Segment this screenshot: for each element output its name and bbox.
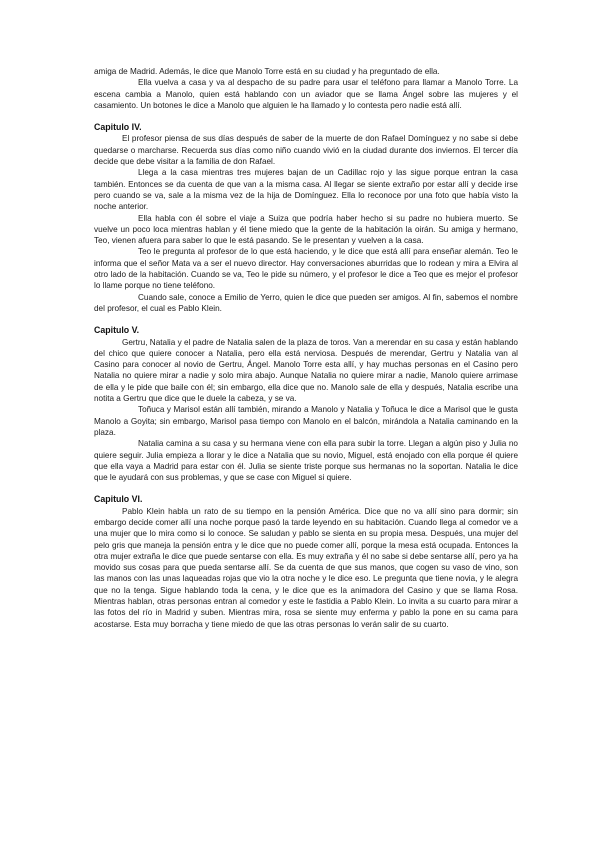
chapter-4-paragraph-4: Teo le pregunta al profesor de lo que está haciendo, y le dice que está allí para enseñar alemán. Teo le informa que el señor Mata va a ser el nuevo director. Hay conversaciones aburridas que lo rodean y mira a Elvira al otro lado de la habitación. Cuando se va, Teo le pide su número, y el profesor le dice a Teo que es mejor el profesor lo llame porque no tiene teléfono. (94, 247, 518, 291)
chapter-5-paragraph-1: Gertru, Natalia y el padre de Natalia salen de la plaza de toros. Van a merendar en su casa y están hablando del chico que quiere conocer a Natalia, pero ella está nerviosa. Después de merendar, Gertru y Natalia van al Casino para conocer al novio de Gertru, Ángel. Manolo Torre esta allí, y hay muchas personas en el Casino pero Natalia no quiere mirar a nadie y solo mira abajo. Aunque Natalia no quiere mirar a nadie, Manolo quiere arrimase de ella y le pide que baile con él; sin embargo, ella dice que no. Manolo sale de ella y después, Natalia escribe una notita a Gertru que dice que le duele la cabeza, y se va. (94, 337, 518, 404)
chapter-heading-6: Capitulo VI. (94, 494, 143, 505)
chapter-heading-4: Capitulo IV. (94, 122, 142, 133)
chapter-4-paragraph-1: El profesor piensa de sus días después de saber de la muerte de don Rafael Domínguez y no sabe si debe quedarse o marcharse. Recuerda sus días como niño cuando vivió en la ciudad durante dos inviernos. El tercer día decide que debe visitar a la familia de don Rafael. (94, 134, 518, 167)
chapter-5-paragraph-2: Toñuca y Marisol están allí también, mirando a Manolo y Natalia y Toñuca le dice a Marisol que le gusta Manolo a Goyita; sin embargo, Marisol pasa tiempo con Manolo en el balcón, mirándola a Natalia caminando en la plaza. (94, 405, 518, 437)
chapter-4-paragraph-2: Llega a la casa mientras tres mujeres bajan de un Cadillac rojo y las sigue porque entran la casa también. Entonces se da cuenta de que van a la misma casa. Al llegar se siente extraño por estar allí y decide irse pero cuando se va, sale a la misma vez de la hija de Domínguez. Ella lo reconoce por una foto que había visto la noche anterior. (94, 168, 518, 212)
chapter-4-paragraph-3: Ella habla con él sobre el viaje a Suiza que podría haber hecho si su padre no hubiera muerto. Se vuelve un poco loca mientras hablan y él tiene miedo que la gente de la habitación la oirán. Su amiga y hermano, Teo, vienen afuera para saber lo que le está pasando. Se le presentan y vuelven a la casa. (94, 213, 518, 246)
chapter-4-paragraph-5: Cuando sale, conoce a Emilio de Yerro, quien le dice que pueden ser amigos. Al fin, sabemos el nombre del profesor, el cual es Pablo Klein. (94, 292, 518, 313)
chapter-6-paragraph-1: Pablo Klein habla un rato de su tiempo en la pensión América. Dice que no va allí sino para dormir; sin embargo decide comer allí una noche porque pasó la tarde leyendo en su habitación. Cuando llega al comedor ve a una mujer que lo mira como si lo conoce. Se saludan y pablo se sienta en su propia mesa. Después, una mujer del pelo gris que maneja la pensión entra y le dice que no puede comer allí, porque la mesa está ocupada. Entonces la otra mujer extraña le dice que puede sentarse con ella. Es muy extraña y él no sabe si debe sentarse allí, pero ya ha movido sus cosas para que pueda sentarse allí. Se da cuenta de que sus manos, que cogen su vaso de vino, son las manos con las unas laqueadas rojas que vio la otra noche y le dice eso. Le pregunta que tiene novia, y le alegra que no la tenga. Sigue hablando toda la cena, y le dice que es la animadora del Casino y que se llama Rosa. Mientras hablan, otras personas entran al comedor y este le fastidia a Pablo Klein. Lo invita a su cuarto para mirar a las fotos del río in Madrid y suben. Mientras mira, rosa se siente muy enferma y pablo la pone en su cama para acostarse. Esta muy borracha y tiene miedo de que las otras personas lo verán salir de su cuarto. (94, 506, 518, 629)
intro-paragraph-1: amiga de Madrid. Además, le dice que Manolo Torre está en su ciudad y ha preguntado de ella. (94, 67, 440, 76)
document-page (94, 66, 518, 630)
chapter-heading-5: Capitulo V. (94, 325, 140, 336)
chapter-5-paragraph-3: Natalia camina a su casa y su hermana viene con ella para subir la torre. Llegan a algún piso y Julia no quiere seguir. Julia empieza a llorar y le dice a Natalia que su novio, Miguel, está enojado con ella porque él quiere que ella vaya a Madrid para estar con él. Julia se siente triste porque sus hermanas no la soportan. Natalia le dice que le ayudará con sus problemas, y que se case con Miguel si quiere. (94, 439, 518, 483)
intro-paragraph-2: Ella vuelva a casa y va al despacho de su padre para usar el teléfono para llamar a Manolo Torre. La escena cambia a Manolo, quien está hablando con un aviador que se llama Ángel sobre las mujeres y el casamiento. Un botones le dice a Manolo que alguien le ha llamado y lo contesta pero nadie está allí. (94, 78, 518, 110)
